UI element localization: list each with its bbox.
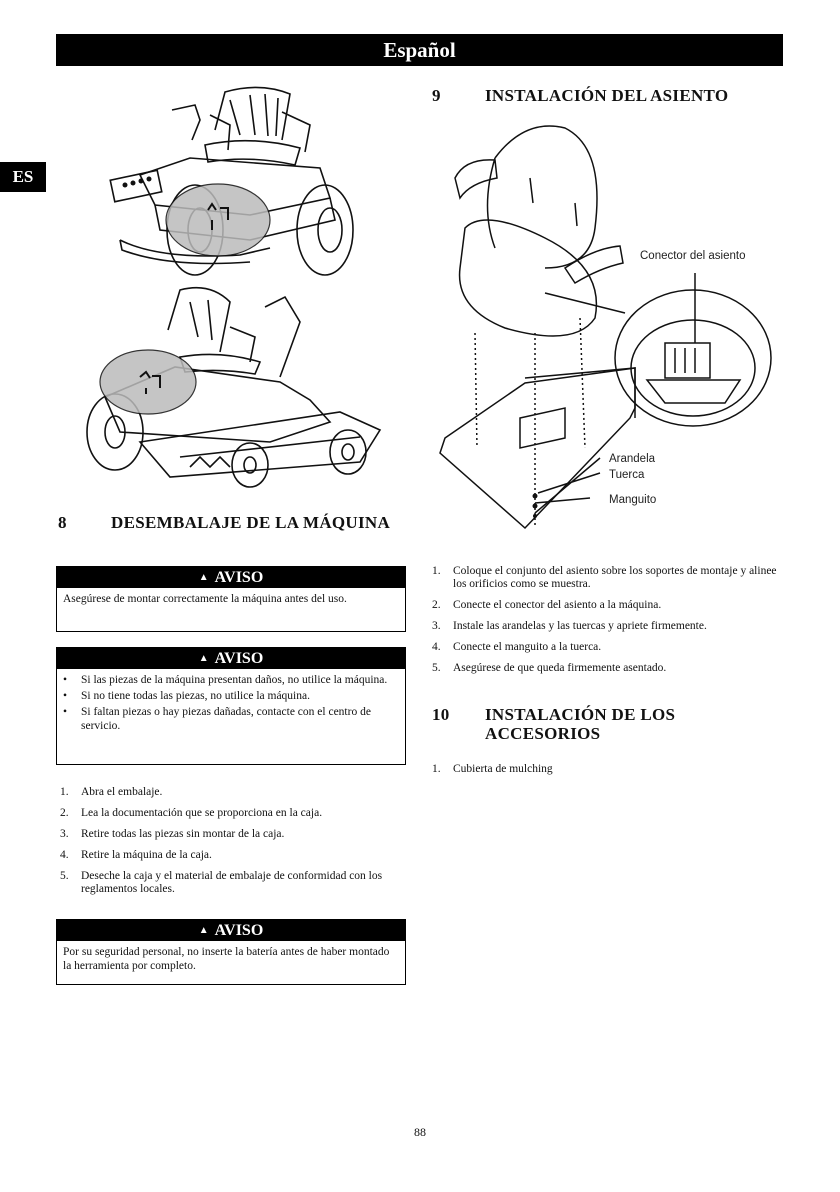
section-8-steps bbox=[60, 786, 408, 904]
language-tab bbox=[0, 162, 46, 192]
step-item: 2. Lea la documentación que se proporciona en la caja. bbox=[60, 807, 323, 819]
section-9-steps bbox=[432, 565, 782, 683]
step-item: 1. Cubierta de mulching bbox=[432, 763, 553, 775]
section-8-title: DESEMBALAJE DE LA MÁQUINA bbox=[111, 513, 391, 532]
language-tab-label: ES bbox=[12, 167, 34, 186]
washer-label: Arandela bbox=[609, 453, 656, 465]
section-9-number: 9 bbox=[432, 86, 441, 105]
nut-label: Tuerca bbox=[609, 469, 645, 481]
notice-heading-text: AVISO bbox=[214, 922, 264, 939]
sleeve-label: Manguito bbox=[609, 494, 657, 506]
notice-body bbox=[57, 669, 405, 739]
notice-bullet: • Si faltan piezas o hay piezas dañadas, contacte con el centro de servicio. bbox=[63, 706, 371, 732]
notice-heading bbox=[57, 648, 405, 669]
section-10-number: 10 bbox=[432, 705, 450, 724]
section-10-title: INSTALACIÓN DE LOS ACCESORIOS bbox=[485, 705, 676, 743]
step-item: 1. Abra el embalaje. bbox=[60, 786, 163, 798]
section-8-heading bbox=[58, 513, 408, 553]
section-9-heading bbox=[432, 86, 782, 108]
step-item: 4. Retire la máquina de la caja. bbox=[60, 849, 212, 861]
step-item: 3. Retire todas las piezas sin montar de la caja. bbox=[60, 828, 285, 840]
notice-heading bbox=[57, 920, 405, 941]
notice-bullet: • Si no tiene todas las piezas, no utilice la máquina. bbox=[63, 690, 310, 702]
notice-heading-text: AVISO bbox=[214, 650, 264, 667]
step-item: 5. Asegúrese de que queda firmemente asentado. bbox=[432, 662, 667, 674]
warning-triangle-icon: ▲ bbox=[198, 653, 209, 664]
page-header bbox=[56, 34, 783, 66]
mower-front-illustration bbox=[100, 80, 375, 280]
section-10-heading bbox=[432, 705, 782, 745]
step-item: 2. Conecte el conector del asiento a la máquina. bbox=[432, 599, 662, 611]
section-8-number: 8 bbox=[58, 513, 67, 532]
connector-label: Conector del asiento bbox=[640, 250, 746, 262]
notice-box-3 bbox=[56, 919, 406, 985]
step-item: 3. Instale las arandelas y las tuercas y apriete firmemente. bbox=[432, 620, 707, 632]
seat-installation-illustration bbox=[425, 118, 775, 538]
header-title: Español bbox=[383, 38, 456, 62]
step-item: 4. Conecte el manguito a la tuerca. bbox=[432, 641, 602, 653]
mower-side-illustration bbox=[80, 282, 385, 494]
notice-box-2 bbox=[56, 647, 406, 765]
notice-bullet: • Si las piezas de la máquina presentan daños, no utilice la máquina. bbox=[63, 674, 388, 686]
notice-box-1 bbox=[56, 566, 406, 632]
warning-triangle-icon: ▲ bbox=[198, 925, 209, 936]
section-10-steps bbox=[432, 763, 782, 784]
step-item: 5. Deseche la caja y el material de embalaje de conformidad con los reglamentos locales. bbox=[60, 870, 383, 895]
warning-triangle-icon: ▲ bbox=[198, 572, 209, 583]
notice-body: Asegúrese de montar correctamente la máquina antes del uso. bbox=[63, 593, 347, 605]
notice-heading-text: AVISO bbox=[214, 569, 264, 586]
notice-body: Por su seguridad personal, no inserte la batería antes de haber montado la herramienta por completo. bbox=[63, 946, 390, 972]
page-number: 88 bbox=[414, 1125, 426, 1139]
section-9-title: INSTALACIÓN DEL ASIENTO bbox=[485, 86, 729, 105]
step-item: 1. Coloque el conjunto del asiento sobre los soportes de montaje y alinee los orificios como se muestra. bbox=[432, 565, 777, 590]
notice-heading bbox=[57, 567, 405, 588]
